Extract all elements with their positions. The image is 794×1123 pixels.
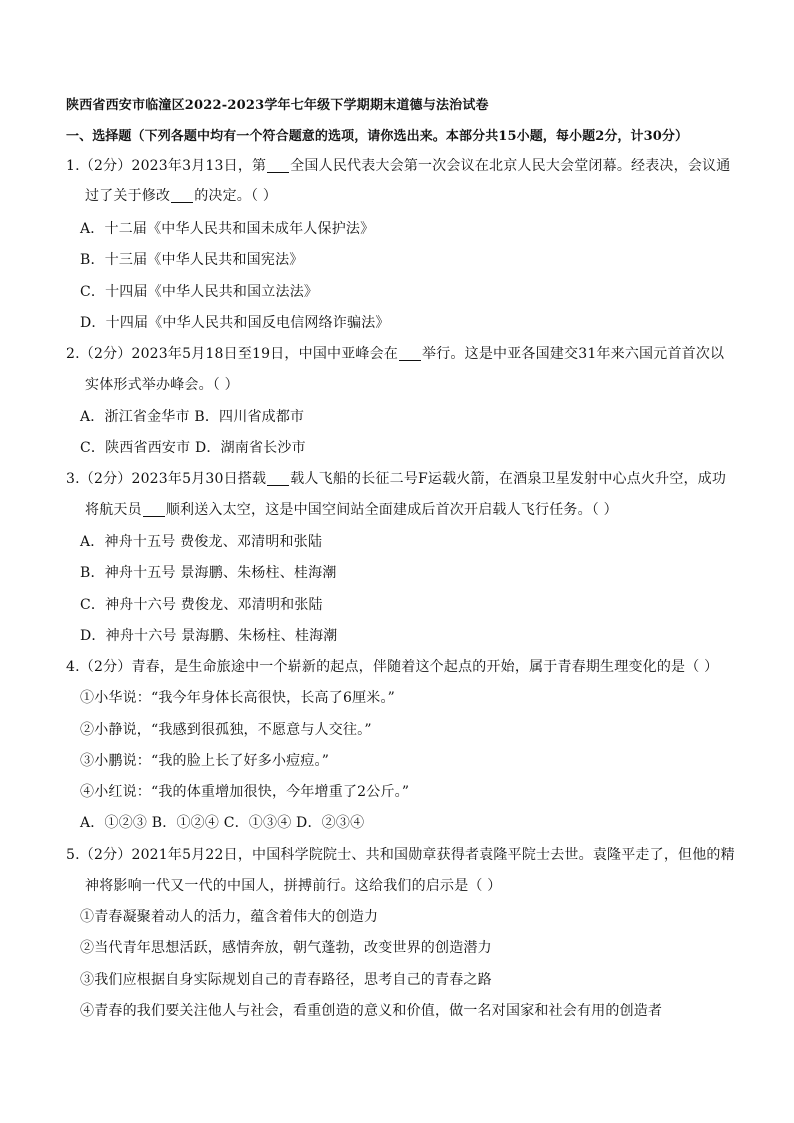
question-2-text-a: 2.（2分）2023年5月18日至19日，中国中亚峰会在 <box>66 346 399 362</box>
question-1-option-a: A．十二届《中华人民共和国未成年人保护法》 <box>80 221 375 237</box>
answer-blank <box>267 471 289 486</box>
question-5-item-3: ③我们应根据自身实际规划自己的青春路径，思考自己的青春之路 <box>80 972 492 988</box>
question-2-options-ab: A．浙江省金华市 B．四川省成都市 <box>80 409 305 425</box>
question-2-line-2: 实体形式举办峰会。（ ） <box>85 377 239 393</box>
answer-blank <box>143 502 165 517</box>
question-1-line-2 <box>85 185 277 205</box>
question-1-text-c: 过了关于修改 <box>85 188 171 204</box>
question-1-option-b: B．十三届《中华人民共和国宪法》 <box>80 252 304 268</box>
question-5-item-4: ④青春的我们要关注他人与社会，看重创造的意义和价值，做一名对国家和社会有用的创造者 <box>80 1003 663 1019</box>
question-2-options-cd: C．陕西省西安市 D．湖南省长沙市 <box>80 440 306 456</box>
question-3-line-2 <box>85 499 618 519</box>
question-5-line-2: 神将影响一代又一代的中国人，拼搏前行。这给我们的启示是（ ） <box>85 878 502 894</box>
question-1-text-b: 全国人民代表大会第一次会议在北京人民大会堂闭幕。经表决，会议通 <box>290 158 731 174</box>
question-2-text-b: 举行。这是中亚各国建交31年来六国元首首次以 <box>422 346 725 362</box>
question-4-item-4: ④小红说：“我的体重增加很快，今年增重了2公斤。” <box>80 784 410 800</box>
question-4-item-1: ①小华说：“我今年身体长高很快，长高了6厘米。” <box>80 690 396 706</box>
question-1-line-1 <box>66 155 730 175</box>
question-3-option-b: B．神舟十五号 景海鹏、朱杨柱、桂海潮 <box>80 565 337 581</box>
question-3-line-1 <box>66 468 726 488</box>
question-1-option-c: C．十四届《中华人民共和国立法法》 <box>80 284 319 300</box>
question-4-line-1: 4.（2分）青春，是生命旅途中一个崭新的起点，伴随着这个起点的开始，属于青春期生理变化的是（ ） <box>66 659 719 675</box>
question-1-text-a: 1.（2分）2023年3月13日，第 <box>66 158 267 174</box>
question-4-item-3: ③小鹏说：“我的脸上长了好多小痘痘。” <box>80 753 330 769</box>
question-4-options: A．①②③ B．①②④ C．①③④ D．②③④ <box>80 815 365 831</box>
answer-blank <box>267 158 289 173</box>
question-1-option-d: D．十四届《中华人民共和国反电信网络诈骗法》 <box>80 315 390 331</box>
question-1-text-d: 的决定。（ ） <box>194 188 278 204</box>
question-2-line-1 <box>66 343 724 363</box>
document-title: 陕西省西安市临潼区2022-2023学年七年级下学期期末道德与法治试卷 <box>66 98 489 113</box>
question-5-item-1: ①青春凝聚着动人的活力，蕴含着伟大的创造力 <box>80 909 379 925</box>
question-3-text-d: 顺利送入太空，这是中国空间站全面建成后首次开启载人飞行任务。（ ） <box>165 502 618 518</box>
question-4-item-2: ②小静说，“我感到很孤独，不愿意与人交往。” <box>80 722 372 738</box>
question-3-text-a: 3.（2分）2023年5月30日搭载 <box>66 471 267 487</box>
question-5-line-1: 5.（2分）2021年5月22日，中国科学院院士、共和国勋章获得者袁隆平院士去世。袁隆平走了，但他的精 <box>66 847 735 863</box>
question-3-text-c: 将航天员 <box>85 502 142 518</box>
answer-blank <box>171 188 193 203</box>
question-3-option-c: C．神舟十六号 费俊龙、邓清明和张陆 <box>80 597 323 613</box>
answer-blank <box>399 346 421 361</box>
section-heading: 一、选择题（下列各题中均有一个符合题意的选项，请你选出来。本部分共15小题，每小题2分，计30分） <box>66 129 689 144</box>
question-3-option-a: A．神舟十五号 费俊龙、邓清明和张陆 <box>80 534 323 550</box>
question-3-text-b: 载人飞船的长征二号F运载火箭，在酒泉卫星发射中心点火升空，成功 <box>290 471 727 487</box>
question-5-item-2: ②当代青年思想活跃，感情奔放，朝气蓬勃，改变世界的创造潜力 <box>80 940 492 956</box>
question-3-option-d: D．神舟十六号 景海鹏、朱杨柱、桂海潮 <box>80 628 338 644</box>
